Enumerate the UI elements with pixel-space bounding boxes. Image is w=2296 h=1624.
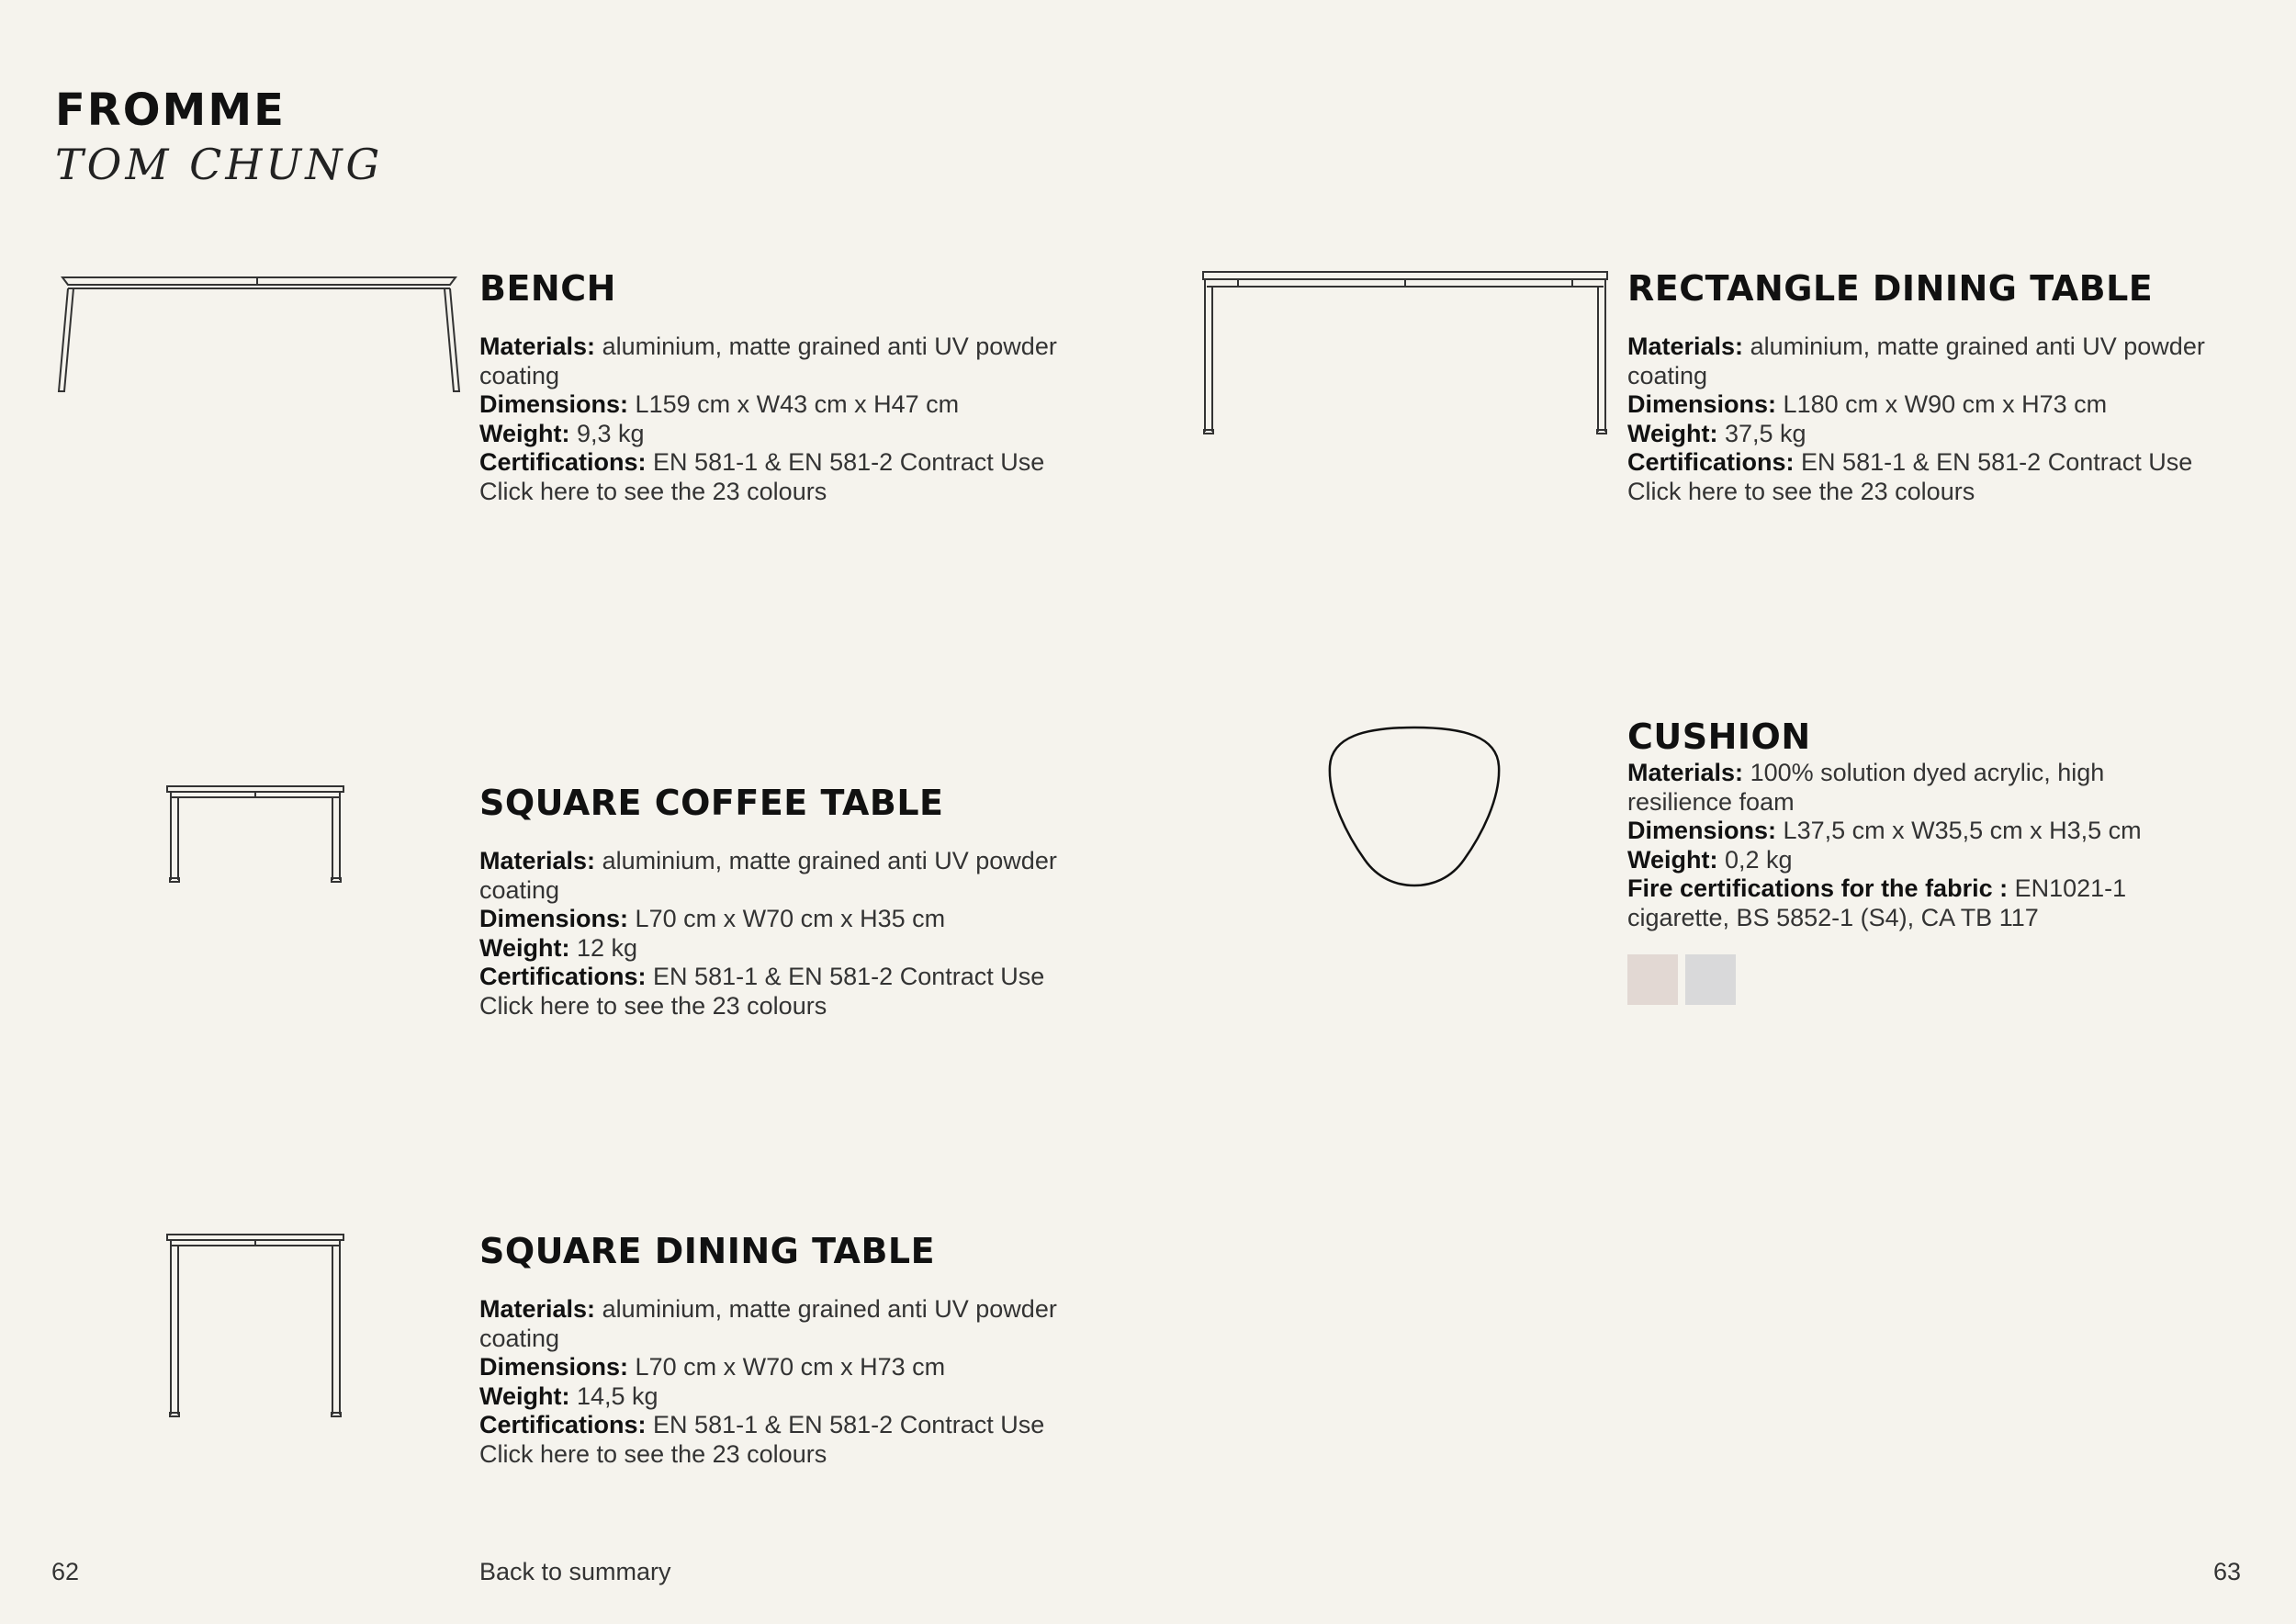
product-rectangle-dining-table xyxy=(1627,268,2215,506)
product-square-coffee-table xyxy=(479,783,1067,1021)
certifications-row: Certifications: EN 581-1 & EN 581-2 Contract Use xyxy=(479,448,1045,476)
product-title: CUSHION xyxy=(1627,716,1811,757)
materials-row: Materials: aluminium, matte grained anti UV powder coating xyxy=(479,847,1057,904)
certifications-row: Certifications: EN 581-1 & EN 581-2 Contract Use xyxy=(1627,448,2193,476)
weight-row: Weight: 14,5 kg xyxy=(479,1382,658,1410)
fire-certifications-row: Fire certifications for the fabric : EN1021-1 cigarette, BS 5852-1 (S4), CA TB 117 xyxy=(1627,874,2127,931)
dimensions-row: Dimensions: L70 cm x W70 cm x H73 cm xyxy=(479,1353,946,1381)
fabric-swatches xyxy=(1627,954,2215,1005)
cushion-drawing xyxy=(1326,724,1503,889)
colours-link[interactable]: Click here to see the 23 colours xyxy=(479,991,827,1020)
materials-row: Materials: 100% solution dyed acrylic, high resilience foam xyxy=(1627,759,2105,816)
materials-row: Materials: aluminium, matte grained anti UV powder coating xyxy=(479,1295,1057,1352)
fabric-swatch[interactable] xyxy=(1627,954,1678,1005)
weight-row: Weight: 37,5 kg xyxy=(1627,419,1806,447)
certifications-row: Certifications: EN 581-1 & EN 581-2 Contract Use xyxy=(479,1411,1045,1438)
dimensions-row: Dimensions: L70 cm x W70 cm x H35 cm xyxy=(479,905,946,932)
page-number-left: 62 xyxy=(51,1558,80,1585)
materials-row: Materials: aluminium, matte grained anti UV powder coating xyxy=(479,333,1057,389)
product-title: BENCH xyxy=(479,268,616,309)
product-title: SQUARE COFFEE TABLE xyxy=(479,783,944,823)
colours-link[interactable]: Click here to see the 23 colours xyxy=(479,1439,827,1468)
weight-row: Weight: 12 kg xyxy=(479,933,638,962)
designer-name: TOM CHUNG xyxy=(55,140,384,189)
square-dining-table-drawing xyxy=(165,1231,345,1420)
fabric-swatch[interactable] xyxy=(1685,954,1736,1005)
colours-link[interactable]: Click here to see the 23 colours xyxy=(1627,477,1975,505)
brand-name: FROMME xyxy=(55,85,286,136)
certifications-row: Certifications: EN 581-1 & EN 581-2 Contract Use xyxy=(479,963,1045,990)
weight-row: Weight: 0,2 kg xyxy=(1627,845,1793,874)
product-title: RECTANGLE DINING TABLE xyxy=(1627,268,2154,309)
product-title: SQUARE DINING TABLE xyxy=(479,1231,936,1271)
dimensions-row: Dimensions: L180 cm x W90 cm x H73 cm xyxy=(1627,390,2108,418)
product-cushion xyxy=(1627,716,2215,1005)
rectangle-dining-table-drawing xyxy=(1201,268,1609,437)
dimensions-row: Dimensions: L159 cm x W43 cm x H47 cm xyxy=(479,390,960,418)
square-coffee-table-drawing xyxy=(165,783,345,885)
materials-row: Materials: aluminium, matte grained anti UV powder coating xyxy=(1627,333,2205,389)
product-bench xyxy=(479,268,1067,506)
bench-drawing xyxy=(55,268,463,397)
colours-link[interactable]: Click here to see the 23 colours xyxy=(479,477,827,505)
product-square-dining-table xyxy=(479,1231,1067,1469)
back-to-summary-link[interactable]: Back to summary xyxy=(479,1558,671,1585)
page-number-right: 63 xyxy=(2213,1558,2242,1585)
dimensions-row: Dimensions: L37,5 cm x W35,5 cm x H3,5 cm xyxy=(1627,817,2142,844)
weight-row: Weight: 9,3 kg xyxy=(479,419,645,447)
